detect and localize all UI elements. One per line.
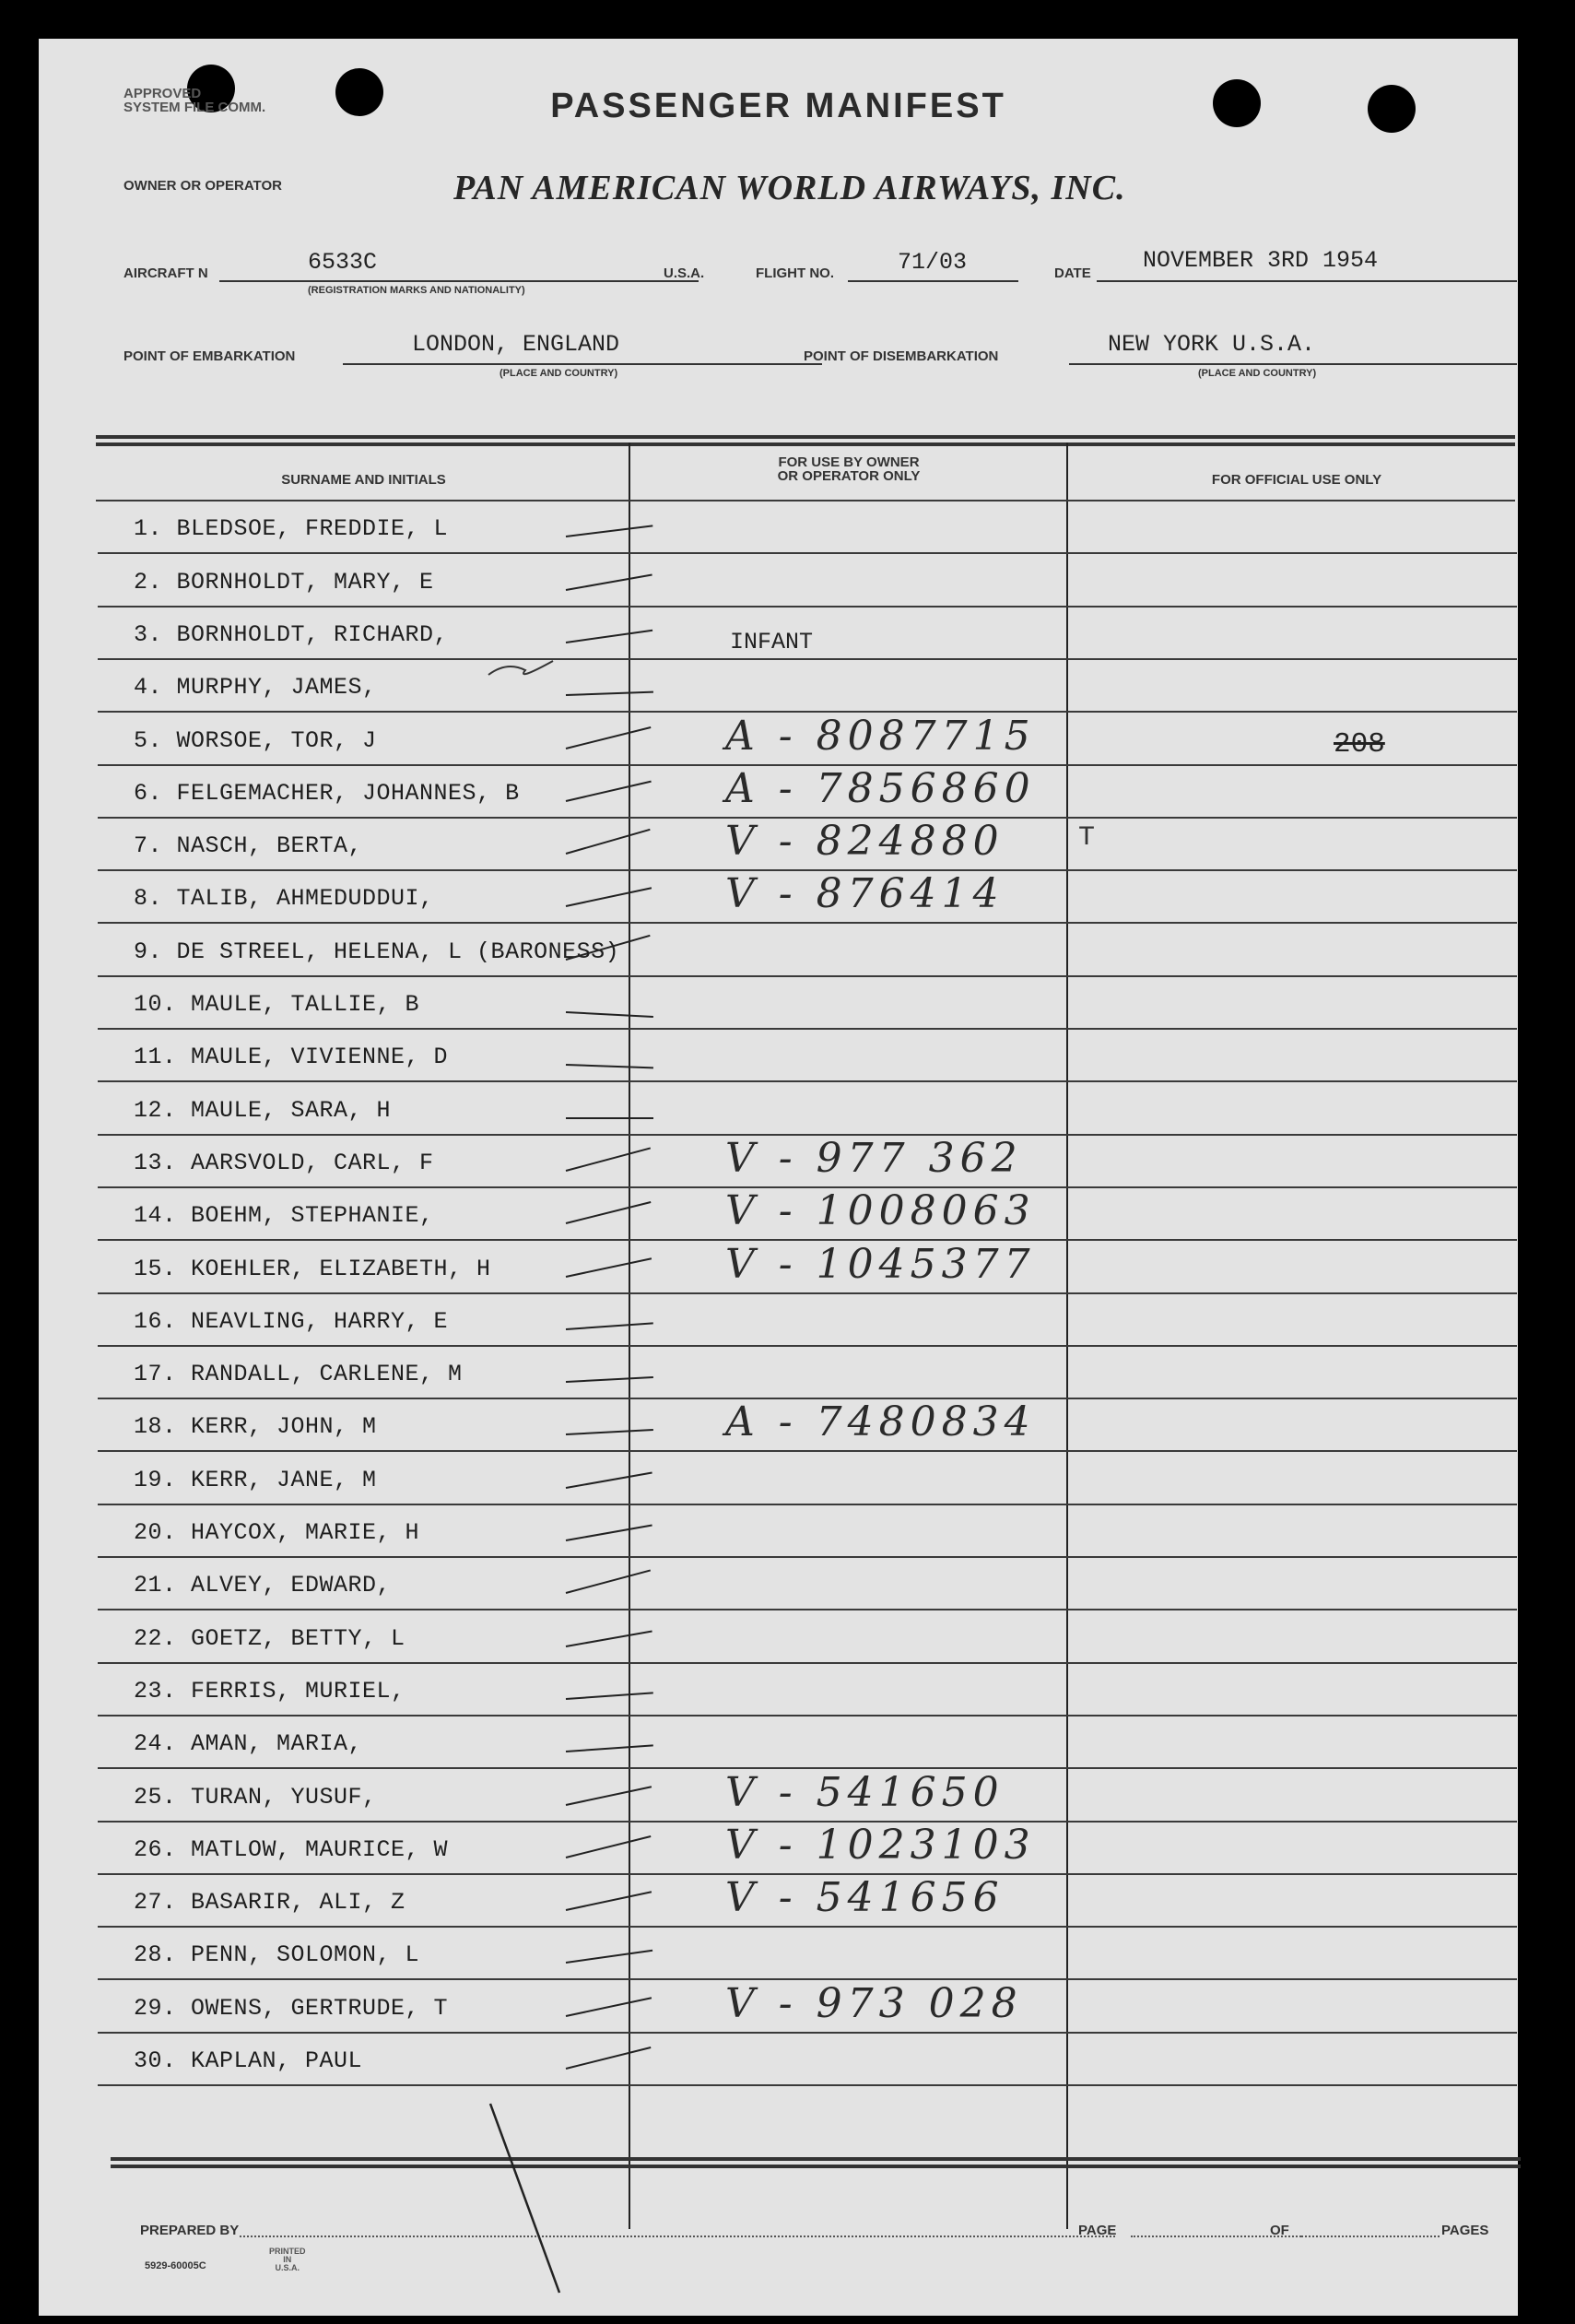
aircraft-label: AIRCRAFT N <box>123 265 208 281</box>
visa-number: V - 973 028 <box>725 1979 1023 2027</box>
surname-column-header: SURNAME AND INITIALS <box>281 472 446 488</box>
stamp-line: U.S.A. <box>275 2263 300 2272</box>
visa-number: V - 1008063 <box>725 1187 1036 1235</box>
visa-number: V - 824880 <box>725 818 1005 866</box>
aircraft-value: 6533C <box>308 249 378 276</box>
infant-note: INFANT <box>730 629 814 655</box>
passenger-name: 18. KERR, JOHN, M <box>134 1413 377 1441</box>
embarkation-value: LONDON, ENGLAND <box>412 331 620 358</box>
embarkation-caption: (PLACE AND COUNTRY) <box>500 368 618 379</box>
page-label: PAGE <box>1078 2223 1117 2238</box>
passenger-name: 22. GOETZ, BETTY, L <box>134 1624 406 1652</box>
passenger-name: 13. AARSVOLD, CARL, F <box>134 1149 434 1176</box>
flight-label: FLIGHT NO. <box>756 265 834 281</box>
passenger-name: 19. KERR, JANE, M <box>134 1466 377 1493</box>
owner-column-header-line: OR OPERATOR ONLY <box>777 468 921 484</box>
visa-number: V - 541656 <box>725 1874 1005 1922</box>
passenger-name: 27. BASARIR, ALI, Z <box>134 1889 406 1917</box>
passenger-name: 3. BORNHOLDT, RICHARD, <box>134 620 449 648</box>
form-number: 5929-60005C <box>145 2260 206 2271</box>
stamp-line: IN <box>283 2255 292 2264</box>
disembarkation-caption: (PLACE AND COUNTRY) <box>1198 368 1317 379</box>
passenger-name: 7. NASCH, BERTA, <box>134 832 363 860</box>
passenger-name: 5. WORSOE, TOR, J <box>134 726 377 754</box>
visa-number: A - 7480834 <box>725 1398 1036 1446</box>
passenger-name: 12. MAULE, SARA, H <box>134 1096 392 1124</box>
passenger-name: 15. KOEHLER, ELIZABETH, H <box>134 1255 491 1282</box>
of-label: OF <box>1270 2223 1289 2238</box>
pages-label: PAGES <box>1441 2223 1489 2238</box>
passenger-name: 17. RANDALL, CARLENE, M <box>134 1361 463 1388</box>
disembarkation-value: NEW YORK U.S.A. <box>1108 331 1316 358</box>
official-mark: T <box>1078 822 1096 854</box>
official-note: 208 <box>1334 728 1385 761</box>
passenger-name: 26. MATLOW, MAURICE, W <box>134 1835 449 1863</box>
flight-value: 71/03 <box>898 249 968 276</box>
passenger-name: 28. PENN, SOLOMON, L <box>134 1941 420 1969</box>
date-value: NOVEMBER 3RD 1954 <box>1143 247 1379 274</box>
official-column-header: FOR OFFICIAL USE ONLY <box>1211 472 1382 488</box>
embarkation-label: POINT OF EMBARKATION <box>123 348 296 364</box>
passenger-name: 10. MAULE, TALLIE, B <box>134 991 420 1018</box>
passenger-name: 11. MAULE, VIVIENNE, D <box>134 1044 449 1071</box>
passenger-name: 4. MURPHY, JAMES, <box>134 674 377 702</box>
pen-stroke <box>490 2104 559 2293</box>
passenger-name: 25. TURAN, YUSUF, <box>134 1783 377 1811</box>
passenger-name: 23. FERRIS, MURIEL, <box>134 1677 406 1705</box>
visa-number: A - 7856860 <box>725 764 1036 812</box>
registration-caption: (REGISTRATION MARKS AND NATIONALITY) <box>308 285 525 296</box>
visa-number: V - 876414 <box>725 870 1005 918</box>
stamp-line: PRINTED <box>269 2247 306 2256</box>
passenger-name: 30. KAPLAN, PAUL <box>134 2047 363 2074</box>
passenger-name: 16. NEAVLING, HARRY, E <box>134 1307 449 1335</box>
passenger-name: 9. DE STREEL, HELENA, L (BARONESS) <box>134 938 620 965</box>
pen-scribble <box>488 661 553 675</box>
date-label: DATE <box>1054 265 1091 281</box>
passenger-name: 29. OWENS, GERTRUDE, T <box>134 1994 449 2022</box>
passenger-name: 24. AMAN, MARIA, <box>134 1730 363 1758</box>
passenger-name: 14. BOEHM, STEPHANIE, <box>134 1202 434 1230</box>
operator-name: PAN AMERICAN WORLD AIRWAYS, INC. <box>453 169 1126 207</box>
owner-column-header-line: FOR USE BY OWNER <box>778 454 920 470</box>
approval-line: SYSTEM FILE COMM. <box>123 100 266 115</box>
passenger-name: 8. TALIB, AHMEDUDDUI, <box>134 885 434 913</box>
approval-line: APPROVED <box>123 86 202 101</box>
owner-label: OWNER OR OPERATOR <box>123 178 282 194</box>
passenger-name: 21. ALVEY, EDWARD, <box>134 1572 392 1599</box>
pen-marks <box>39 39 1518 2316</box>
passenger-name: 2. BORNHOLDT, MARY, E <box>134 568 434 596</box>
usa-label: U.S.A. <box>664 265 705 281</box>
passenger-name: 6. FELGEMACHER, JOHANNES, B <box>134 779 520 807</box>
visa-number: V - 1045377 <box>725 1240 1036 1288</box>
visa-number: V - 541650 <box>725 1768 1005 1816</box>
page-title: PASSENGER MANIFEST <box>550 87 1006 125</box>
visa-number: V - 1023103 <box>725 1821 1036 1869</box>
passenger-name: 1. BLEDSOE, FREDDIE, L <box>134 515 449 543</box>
disembarkation-label: POINT OF DISEMBARKATION <box>804 348 999 364</box>
visa-number: V - 977 362 <box>725 1134 1023 1182</box>
prepared-by-label: PREPARED BY <box>140 2223 240 2238</box>
manifest-sheet <box>39 39 1518 2316</box>
visa-number: A - 8087715 <box>725 712 1036 760</box>
passenger-name: 20. HAYCOX, MARIE, H <box>134 1519 420 1546</box>
